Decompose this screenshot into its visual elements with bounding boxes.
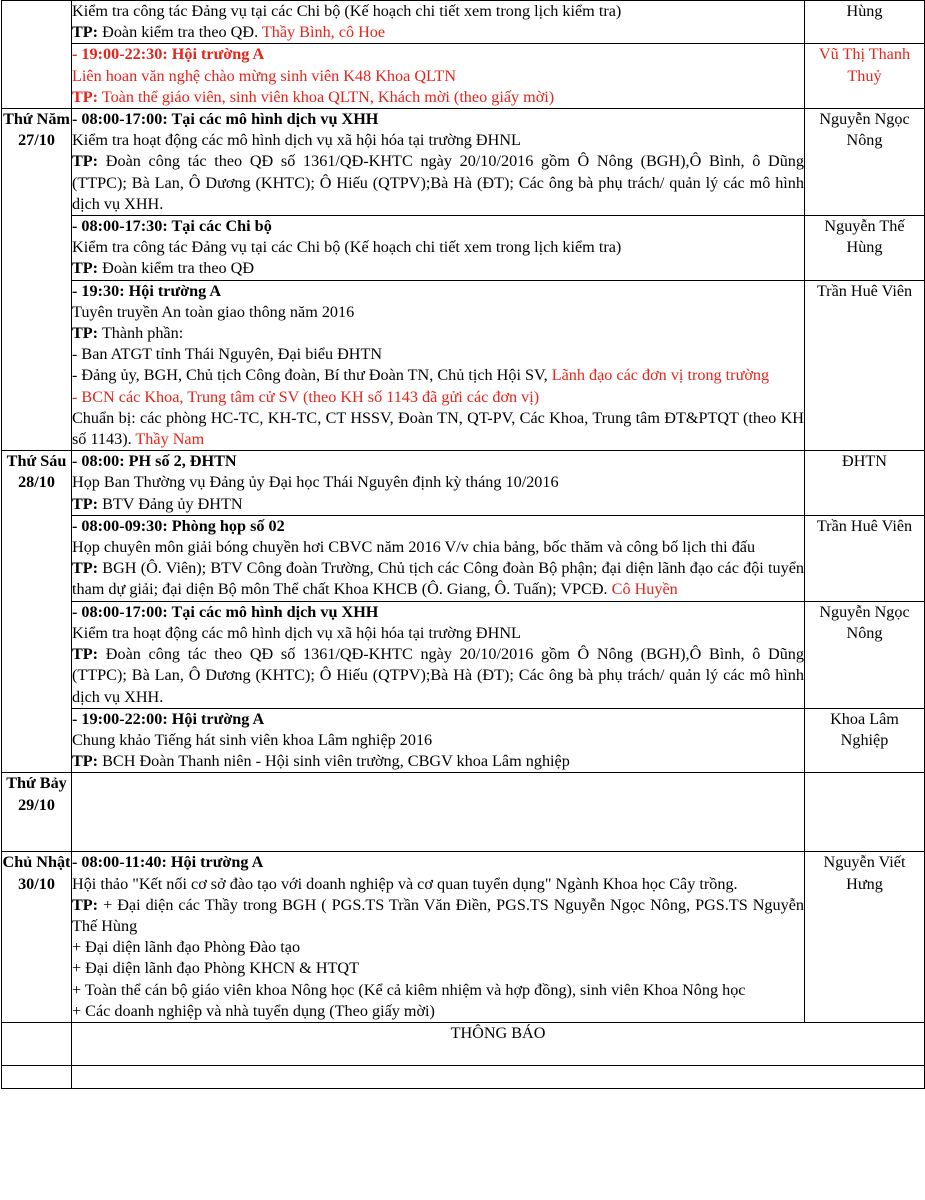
event-text: Cô Huyền	[611, 580, 678, 599]
empty-content-cell	[72, 1065, 925, 1088]
day-cell: Chủ Nhật 30/10	[2, 852, 72, 1023]
notice-day-cell	[2, 1022, 72, 1065]
event-line	[72, 302, 804, 323]
day-cell: Thứ Năm 27/10	[2, 109, 72, 451]
person-in-charge: Nguyễn Viết Hưng	[805, 852, 925, 1023]
person-in-charge: Nguyễn Ngọc Nông	[805, 109, 925, 216]
event-line	[72, 344, 804, 365]
event-line	[72, 44, 804, 65]
event-text: Lãnh đạo các đơn vị trong trường	[551, 366, 770, 385]
event-text: - Đảng ủy, BGH, Chủ tịch Công đoàn, Bí thư Đoàn TN, Chủ tịch Hội SV,	[72, 366, 552, 385]
event-row	[2, 773, 925, 852]
event-text: - BCN các Khoa, Trung tâm cử SV (theo KH số 1143 đã gửi các đơn vị)	[72, 387, 540, 406]
schedule-table	[1, 0, 925, 1089]
event-text: Kiểm tra hoạt động các mô hình dịch vụ xã hội hóa tại trường ĐHNL	[72, 623, 521, 642]
event-heading-text: - 08:00-11:40: Hội trường A	[72, 853, 264, 872]
event-text: Đoàn công tác theo QĐ số 1361/QĐ-KHTC ngày 20/10/2016 gồm Ô Nông (BGH),Ô Bình, ô Dũng (TTPC); Bà Lan, Ô Dương (KHTC); Ô Hiếu (QTPV);Bà Hà (ĐT); Các ông bà phụ trách/ quản lý các mô hình dịch vụ XHH.	[72, 152, 804, 213]
event-text: Thầy Nam	[135, 430, 205, 449]
event-heading-text: TP:	[72, 87, 99, 106]
day-cell: Thứ Sáu 28/10	[2, 451, 72, 773]
event-line	[72, 22, 804, 43]
event-text: Đoàn công tác theo QĐ số 1361/QĐ-KHTC ngày 20/10/2016 gồm Ô Nông (BGH),Ô Bình, ô Dũng (TTPC); Bà Lan, Ô Dương (KHTC); Ô Hiếu (QTPV);Bà Hà (ĐT); Các ông bà phụ trách/ quản lý các mô hình dịch vụ XHH.	[72, 645, 804, 706]
event-row	[2, 601, 925, 708]
event-row	[2, 216, 925, 281]
event-content	[72, 852, 805, 1023]
event-heading-text: TP:	[72, 895, 99, 914]
notice-section	[2, 1022, 925, 1088]
empty-day-cell	[2, 1065, 72, 1088]
event-row	[2, 708, 925, 773]
event-line	[72, 1001, 804, 1022]
event-heading-text: - 08:00-09:30: Phòng họp số 02	[72, 516, 285, 535]
event-content	[72, 515, 805, 601]
event-line	[72, 558, 804, 600]
event-heading-text: - 08:00-17:00: Tại các mô hình dịch vụ XHH	[72, 110, 379, 129]
event-line	[72, 216, 804, 237]
event-line	[72, 751, 804, 772]
person-in-charge	[805, 773, 925, 852]
event-heading-text: - 08:00-17:30: Tại các Chi bộ	[72, 217, 272, 236]
event-row	[2, 515, 925, 601]
person-in-charge: Trần Huê Viên	[805, 515, 925, 601]
event-text: Chuẩn bị: các phòng HC-TC, KH-TC, CT HSSV, Đoàn TN, QT-PV, Các Khoa, Trung tâm ĐT&PTQT (theo KH số 1143).	[72, 408, 804, 449]
event-line	[72, 709, 804, 730]
event-heading-text: TP:	[72, 152, 99, 171]
event-text: BTV Đảng ủy ĐHTN	[98, 494, 243, 513]
event-line	[72, 937, 804, 958]
event-content	[72, 216, 805, 281]
event-text: Thầy Bình, cô Hoe	[261, 23, 386, 42]
event-row	[2, 44, 925, 109]
event-heading-text: - 08:00-17:00: Tại các mô hình dịch vụ XHH	[72, 602, 379, 621]
event-text: BGH (Ô. Viên); BTV Công đoàn Trường, Chủ tịch các Công đoàn Bộ phận; đại diện lãnh đạo các đội tuyển tham dự giải; đại diện Bộ môn Thể chất Khoa KHCB (Ô. Giang, Ô. Tuấn); VPCĐ.	[72, 559, 804, 599]
event-line	[72, 151, 804, 215]
event-text: + Các doanh nghiệp và nhà tuyển dụng (Theo giấy mời)	[72, 1001, 435, 1020]
event-row	[2, 280, 925, 451]
event-line	[72, 852, 804, 873]
event-line	[72, 537, 804, 558]
event-text: + Đại diện lãnh đạo Phòng Đào tạo	[72, 938, 301, 957]
event-heading-text: TP:	[72, 752, 99, 771]
event-heading-text: TP:	[72, 645, 99, 664]
event-text: Liên hoan văn nghệ chào mừng sinh viên K48 Khoa QLTN	[72, 66, 457, 85]
event-heading-text: - 19:00-22:00: Hội trường A	[72, 709, 265, 728]
event-content	[72, 280, 805, 451]
event-heading-text: - 08:00: PH số 2, ĐHTN	[72, 452, 237, 471]
person-in-charge: Nguyễn Ngọc Nông	[805, 601, 925, 708]
event-line	[72, 451, 804, 472]
event-heading-text: TP:	[72, 23, 99, 42]
event-text: - Ban ATGT tỉnh Thái Nguyên, Đại biểu ĐHTN	[72, 345, 383, 364]
event-heading-text: - 19:00-22:30: Hội trường A	[72, 45, 265, 64]
event-text: Chung khảo Tiếng hát sinh viên khoa Lâm nghiệp 2016	[72, 730, 433, 749]
notice-title: THÔNG BÁO	[72, 1022, 925, 1065]
event-row	[2, 1, 925, 44]
empty-row	[2, 1065, 925, 1088]
event-line	[72, 258, 804, 279]
event-content	[72, 1, 805, 44]
event-row	[2, 852, 925, 1023]
person-in-charge: Hùng	[805, 1, 925, 44]
event-text: Hội thảo "Kết nối cơ sở đào tạo với doanh nghiệp và cơ quan tuyển dụng" Ngành Khoa học Cây trồng.	[72, 874, 738, 893]
event-text: Tuyên truyền An toàn giao thông năm 2016	[72, 302, 355, 321]
event-text: Họp chuyên môn giải bóng chuyền hơi CBVC năm 2016 V/v chia bảng, bốc thăm và công bố lịch thi đấu	[72, 538, 756, 557]
event-row	[2, 109, 925, 216]
event-line	[72, 237, 804, 258]
event-text: Kiểm tra công tác Đảng vụ tại các Chi bộ (Kế hoạch chi tiết xem trong lịch kiểm tra)	[72, 238, 622, 257]
event-content	[72, 44, 805, 109]
notice-row	[2, 1022, 925, 1065]
event-heading-text: TP:	[72, 559, 99, 578]
event-line	[72, 130, 804, 151]
person-in-charge: Khoa Lâm Nghiệp	[805, 708, 925, 773]
person-in-charge: Nguyễn Thế Hùng	[805, 216, 925, 281]
event-text: Đoàn kiểm tra theo QĐ	[98, 259, 255, 278]
event-line	[72, 87, 804, 108]
event-line	[72, 494, 804, 515]
person-in-charge: Vũ Thị Thanh Thuỷ	[805, 44, 925, 109]
event-row	[2, 451, 925, 516]
event-text: + Đại diện các Thầy trong BGH ( PGS.TS Trần Văn Điền, PGS.TS Nguyễn Ngọc Nông, PGS.TS Nguyễn Thế Hùng	[72, 895, 804, 935]
event-text: Kiểm tra công tác Đảng vụ tại các Chi bộ (Kế hoạch chi tiết xem trong lịch kiểm tra)	[72, 2, 622, 20]
event-heading-text: TP:	[72, 259, 99, 278]
event-line	[72, 730, 804, 751]
event-line	[72, 408, 804, 450]
event-line	[72, 980, 804, 1001]
event-content	[72, 451, 805, 516]
event-text: Thành phần:	[98, 324, 184, 343]
event-line	[72, 109, 804, 130]
event-text: + Đại diện lãnh đạo Phòng KHCN & HTQT	[72, 959, 359, 978]
event-line	[72, 602, 804, 623]
event-text: Toàn thể giáo viên, sinh viên khoa QLTN, Khách mời (theo giấy mời)	[98, 87, 555, 106]
event-content	[72, 773, 805, 852]
event-line	[72, 281, 804, 302]
event-line	[72, 644, 804, 708]
event-line	[72, 874, 804, 895]
event-line	[72, 623, 804, 644]
day-cell	[2, 1, 72, 109]
day-cell: Thứ Bảy 29/10	[2, 773, 72, 852]
event-heading-text: TP:	[72, 324, 99, 343]
person-in-charge: ĐHTN	[805, 451, 925, 516]
event-heading-text: - 19:30: Hội trường A	[72, 281, 222, 300]
event-content	[72, 601, 805, 708]
event-text: BCH Đoàn Thanh niên - Hội sinh viên trường, CBGV khoa Lâm nghiệp	[98, 752, 570, 771]
event-line	[72, 66, 804, 87]
event-text: Đoàn kiểm tra theo QĐ.	[98, 23, 262, 42]
event-content	[72, 708, 805, 773]
event-content	[72, 109, 805, 216]
event-heading-text: TP:	[72, 494, 99, 513]
event-line	[72, 365, 804, 386]
event-line	[72, 387, 804, 408]
schedule-body	[2, 1, 925, 1023]
event-text: Kiểm tra hoạt động các mô hình dịch vụ xã hội hóa tại trường ĐHNL	[72, 131, 521, 150]
event-line	[72, 958, 804, 979]
event-line	[72, 1, 804, 22]
event-line	[72, 323, 804, 344]
event-text: + Toàn thể cán bộ giáo viên khoa Nông học (Kể cả kiêm nhiệm và hợp đồng), sinh viên Khoa Nông học	[72, 980, 746, 999]
event-line	[72, 895, 804, 937]
event-line	[72, 472, 804, 493]
person-in-charge: Trần Huê Viên	[805, 280, 925, 451]
event-text: Họp Ban Thường vụ Đảng ủy Đại học Thái Nguyên định kỳ tháng 10/2016	[72, 473, 559, 492]
event-line	[72, 516, 804, 537]
